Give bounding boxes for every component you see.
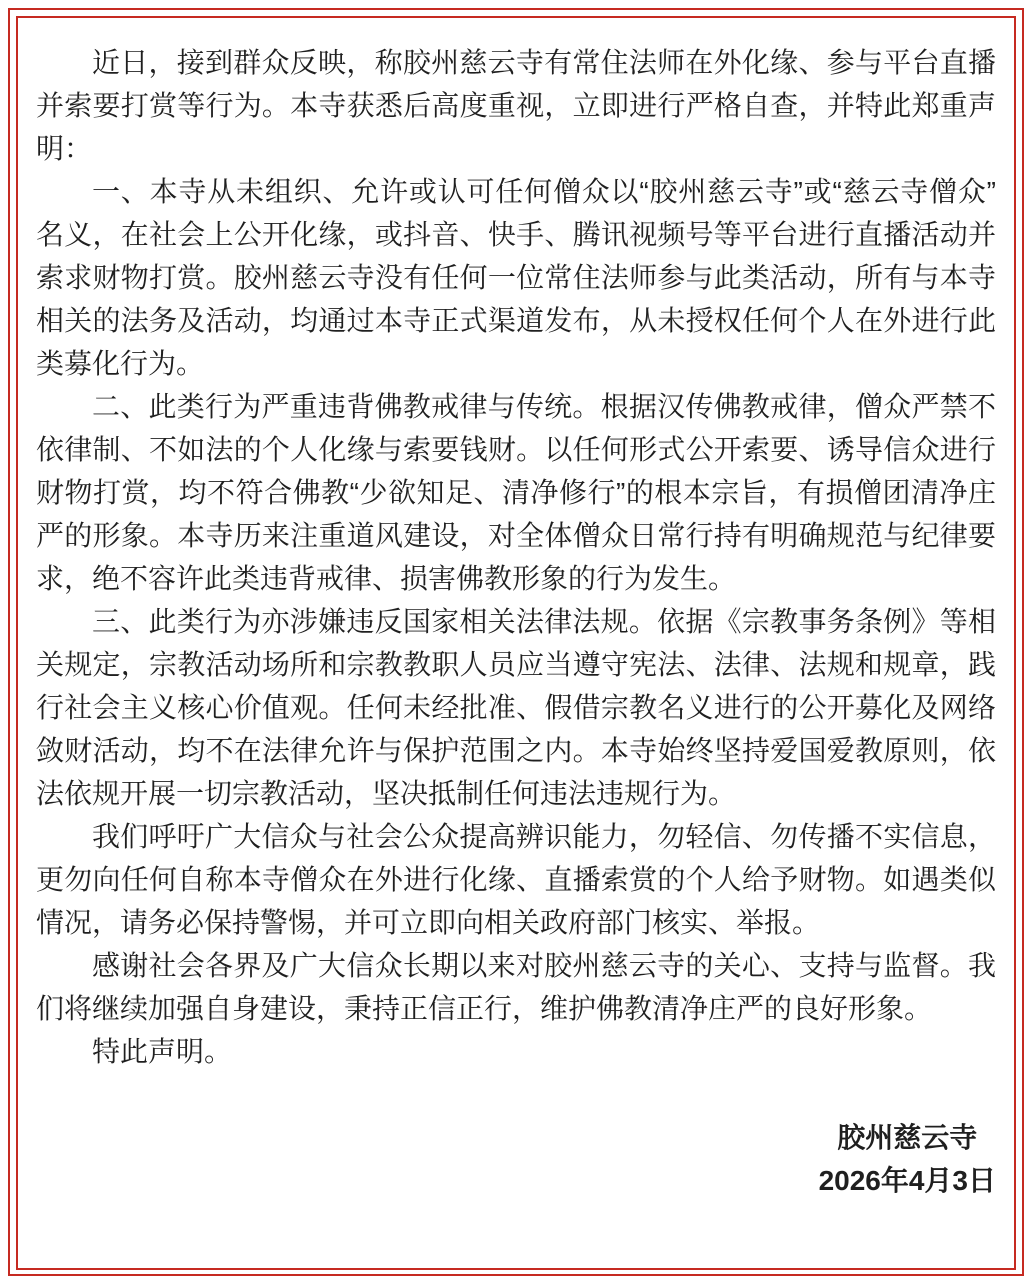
signature-block — [36, 1116, 996, 1202]
thanks-paragraph: 感谢社会各界及广大信众长期以来对胶州慈云寺的关心、支持与监督。我们将继续加强自身建设，秉持正信正行，维护佛教清净庄严的良好形象。 — [36, 950, 996, 1024]
signature-name: 胶州慈云寺 — [837, 1122, 978, 1153]
statement-body — [36, 41, 996, 1202]
opening-paragraph: 近日，接到群众反映，称胶州慈云寺有常住法师在外化缘、参与平台直播并索要打赏等行为。本寺获悉后高度重视，立即进行严格自查，并特此郑重声明： — [36, 47, 996, 164]
point-one-paragraph: 一、本寺从未组织、允许或认可任何僧众以“胶州慈云寺”或“慈云寺僧众”名义，在社会上公开化缘，或抖音、快手、腾讯视频号等平台进行直播活动并索求财物打赏。胶州慈云寺没有任何一位常住法师参与此类活动，所有与本寺相关的法务及活动，均通过本寺正式渠道发布，从未授权任何个人在外进行此类募化行为。 — [36, 176, 996, 379]
point-three-paragraph: 三、此类行为亦涉嫌违反国家相关法律法规。依据《宗教事务条例》等相关规定，宗教活动场所和宗教教职人员应当遵守宪法、法律、法规和规章，践行社会主义核心价值观。任何未经批准、假借宗教名义进行的公开募化及网络敛财活动，均不在法律允许与保护范围之内。本寺始终坚持爱国爱教原则，依法依规开展一切宗教活动，坚决抵制任何违法违规行为。 — [36, 606, 996, 809]
signature-date: 2026年4月3日 — [818, 1165, 996, 1196]
signature-inner — [819, 1116, 996, 1202]
closing-paragraph: 特此声明。 — [92, 1036, 233, 1067]
point-two-paragraph: 二、此类行为严重违背佛教戒律与传统。根据汉传佛教戒律，僧众严禁不依律制、不如法的个人化缘与索要钱财。以任何形式公开索要、诱导信众进行财物打赏，均不符合佛教“少欲知足、清净修行”的根本宗旨，有损僧团清净庄严的形象。本寺历来注重道风建设，对全体僧众日常行持有明确规范与纪律要求，绝不容许此类违背戒律、损害佛教形象的行为发生。 — [36, 391, 996, 594]
appeal-paragraph: 我们呼吁广大信众与社会公众提高辨识能力，勿轻信、勿传播不实信息，更勿向任何自称本寺僧众在外进行化缘、直播索赏的个人给予财物。如遇类似情况，请务必保持警惕，并可立即向相关政府部门核实、举报。 — [36, 821, 996, 938]
